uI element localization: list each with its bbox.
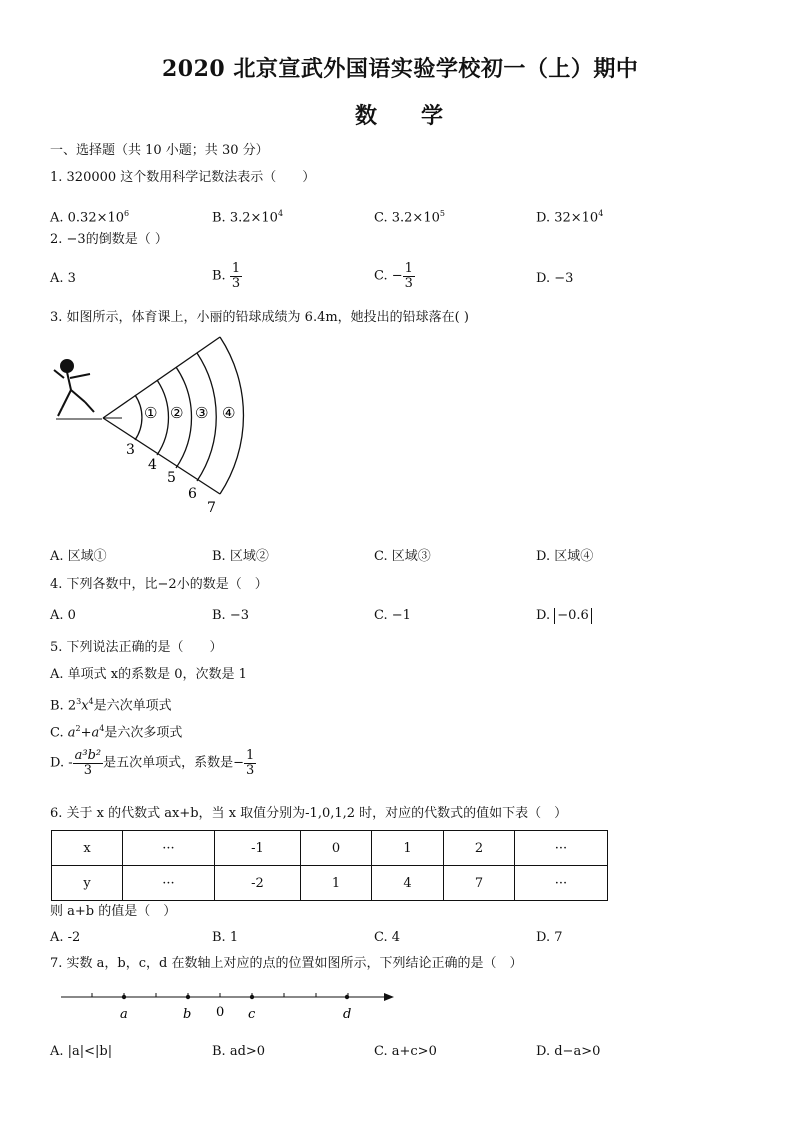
region-label-2: ② bbox=[170, 404, 184, 422]
question-2-stem: 2. −3的倒数是（ ） bbox=[50, 232, 168, 247]
label-c: c bbox=[248, 1007, 256, 1022]
point-b bbox=[186, 995, 190, 999]
q4-option-a: A. 0 bbox=[50, 608, 76, 623]
shot-put-figure bbox=[50, 334, 290, 524]
table-cell: 0 bbox=[301, 831, 372, 866]
distance-mark-3: 3 bbox=[126, 442, 135, 458]
q2-option-b: B. $\frac{1}{3}$ bbox=[212, 261, 241, 291]
q1-option-b: B. $3.2\times 10^4$ bbox=[212, 209, 284, 226]
question-1-stem: 1. 320000 这个数用科学记数法表示（ ） bbox=[50, 170, 316, 185]
number-line bbox=[58, 985, 408, 1025]
question-5-stem: 5. 下列说法正确的是（ ） bbox=[50, 640, 223, 655]
q2-option-c: C. − $\frac{1}{3}$ bbox=[374, 261, 413, 291]
table-cell: y bbox=[52, 866, 123, 901]
value-table bbox=[51, 830, 608, 901]
q7-option-c: C. a+c>0 bbox=[374, 1044, 437, 1059]
q7-option-a: A. |a|<|b| bbox=[50, 1044, 113, 1059]
label-b: b bbox=[183, 1007, 192, 1022]
q4-option-c: C. −1 bbox=[374, 608, 411, 623]
q4-option-b: B. −3 bbox=[212, 608, 249, 623]
distance-mark-4: 4 bbox=[148, 457, 157, 473]
subject-heading: 数 学 bbox=[355, 103, 444, 129]
question-7-stem: 7. 实数 a，b，c，d 在数轴上对应的点的位置如图所示，下列结论正确的是（ ） bbox=[50, 956, 523, 971]
table-cell: ··· bbox=[515, 866, 608, 901]
question-3-stem: 3. 如图所示，体育课上，小丽的铅球成绩为 6.4m，她投出的铅球落在( ) bbox=[50, 310, 469, 325]
q7-option-d: D. d−a>0 bbox=[536, 1044, 601, 1059]
q5-option-d: D. - $\frac{\text{a³b²}}{3}$ 是五次单项式，系数是− $\frac{1}{3}$ bbox=[50, 748, 255, 778]
table-cell: 4 bbox=[372, 866, 444, 901]
q6-option-a: A. -2 bbox=[50, 930, 81, 945]
table-cell: 7 bbox=[444, 866, 515, 901]
table-cell: ··· bbox=[123, 866, 215, 901]
label-a: a bbox=[120, 1007, 128, 1022]
table-row bbox=[52, 831, 608, 866]
distance-mark-7: 7 bbox=[207, 500, 216, 516]
point-a bbox=[122, 995, 126, 999]
table-row bbox=[52, 866, 608, 901]
label-zero: 0 bbox=[216, 1005, 225, 1020]
q6-option-b: B. 1 bbox=[212, 930, 239, 945]
q7-option-b: B. ad>0 bbox=[212, 1044, 266, 1059]
q6-follow-up: 则 a+b 的值是（ ） bbox=[50, 904, 177, 919]
athlete-icon bbox=[54, 360, 94, 416]
distance-mark-5: 5 bbox=[167, 470, 176, 486]
q2-option-d: D. −3 bbox=[536, 271, 574, 286]
region-label-3: ③ bbox=[195, 404, 209, 422]
q2-option-a: A. 3 bbox=[50, 271, 76, 286]
table-cell: -2 bbox=[215, 866, 301, 901]
section-heading: 一、选择题（共 10 小题；共 30 分） bbox=[50, 143, 269, 158]
table-cell: 1 bbox=[372, 831, 444, 866]
q4-option-d: D. −0.6 bbox=[536, 608, 592, 624]
page-title: 2020 北京宣武外国语实验学校初一（上）期中 bbox=[162, 56, 639, 82]
point-c bbox=[250, 995, 254, 999]
q5-option-a: A. 单项式 x的系数是 0，次数是 1 bbox=[50, 667, 247, 682]
point-d bbox=[345, 995, 349, 999]
question-6-stem: 6. 关于 x 的代数式 ax+b，当 x 取值分别为-1,0,1,2 时，对应的代数式的值如下表（ ） bbox=[50, 806, 568, 821]
q1-option-d: D. $32\times 10^4$ bbox=[536, 209, 604, 226]
q3-option-a: A. 区域① bbox=[50, 549, 107, 564]
q3-option-c: C. 区域③ bbox=[374, 549, 431, 564]
table-cell: ··· bbox=[123, 831, 215, 866]
table-cell: ··· bbox=[515, 831, 608, 866]
q6-option-c: C. 4 bbox=[374, 930, 401, 945]
distance-mark-6: 6 bbox=[188, 486, 197, 502]
q5-option-b: B. $2^3x^4$是六次单项式 bbox=[50, 697, 172, 714]
q1-option-a: A. $0.32\times 10^6$ bbox=[50, 209, 130, 226]
q5-option-c: C. $a^2+a^4$是六次多项式 bbox=[50, 724, 183, 741]
table-cell: -1 bbox=[215, 831, 301, 866]
table-cell: 1 bbox=[301, 866, 372, 901]
q3-option-d: D. 区域④ bbox=[536, 549, 594, 564]
q1-option-c: C. $3.2\times 10^5$ bbox=[374, 209, 445, 226]
q6-option-d: D. 7 bbox=[536, 930, 563, 945]
table-cell: 2 bbox=[444, 831, 515, 866]
question-4-stem: 4. 下列各数中，比−2小的数是（ ） bbox=[50, 577, 268, 592]
label-d: d bbox=[343, 1007, 352, 1022]
table-cell: x bbox=[52, 831, 123, 866]
arrow-right-icon bbox=[384, 993, 394, 1001]
region-label-1: ① bbox=[144, 404, 158, 422]
region-label-4: ④ bbox=[222, 404, 236, 422]
q3-option-b: B. 区域② bbox=[212, 549, 269, 564]
